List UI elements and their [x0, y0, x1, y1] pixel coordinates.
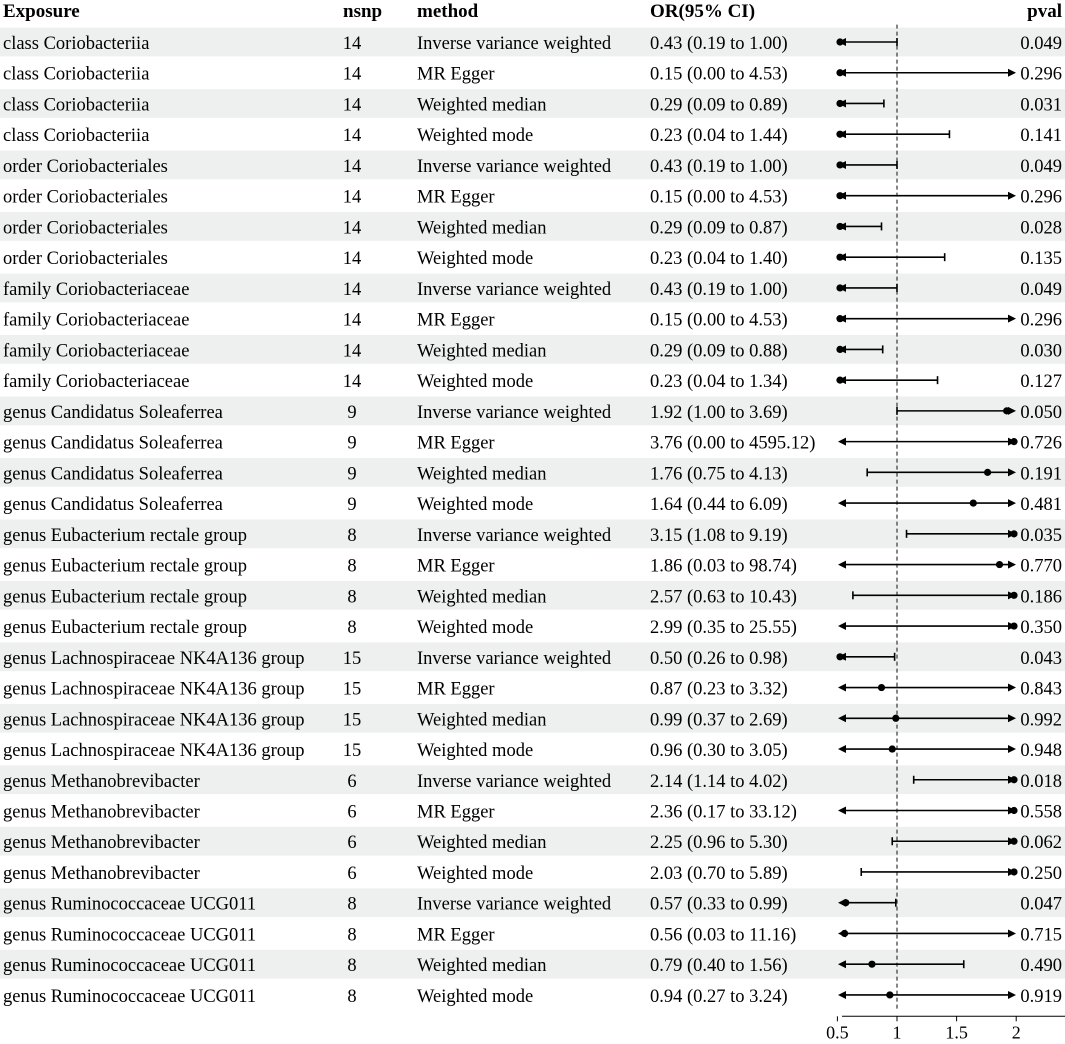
cell-nsnp: 6 — [347, 771, 357, 792]
cell-or-ci: 2.03 (0.70 to 5.89) — [650, 863, 788, 884]
cell-nsnp: 6 — [347, 802, 357, 823]
cell-pval: 0.043 — [1020, 648, 1062, 669]
cell-pval: 0.296 — [1020, 64, 1062, 85]
ci-mark — [836, 130, 949, 138]
ci-mark — [838, 745, 1016, 753]
cell-method: Inverse variance weighted — [417, 894, 612, 915]
ci-mark — [838, 499, 1016, 507]
cell-or-ci: 2.14 (1.14 to 4.02) — [650, 771, 788, 792]
cell-pval: 0.062 — [1020, 833, 1062, 854]
cell-method: Weighted median — [417, 833, 547, 854]
x-tick-label: 0.5 — [826, 1022, 849, 1043]
cell-or-ci: 0.57 (0.33 to 0.99) — [650, 894, 788, 915]
cell-method: Weighted median — [417, 464, 547, 485]
cell-nsnp: 14 — [342, 341, 362, 362]
point-estimate — [836, 254, 843, 261]
header-or-ci: OR(95% CI) — [650, 1, 756, 22]
point-estimate — [984, 469, 991, 476]
cell-or-ci: 1.86 (0.03 to 98.74) — [650, 556, 797, 577]
ci-arrow-right — [1008, 745, 1016, 753]
ci-arrow-left — [838, 745, 846, 753]
point-estimate — [970, 500, 977, 507]
point-estimate — [878, 684, 885, 691]
cell-method: Inverse variance weighted — [417, 402, 612, 423]
cell-or-ci: 0.87 (0.23 to 3.32) — [650, 679, 788, 700]
cell-method: Weighted median — [417, 218, 547, 239]
ci-mark — [838, 807, 1018, 815]
cell-method: MR Egger — [417, 802, 495, 823]
cell-pval: 0.992 — [1020, 710, 1062, 731]
ci-mark — [838, 991, 1016, 999]
point-estimate — [836, 284, 843, 291]
cell-pval: 0.031 — [1020, 95, 1062, 116]
cell-method: Weighted mode — [417, 495, 534, 516]
cell-method: Weighted mode — [417, 372, 534, 393]
cell-method: MR Egger — [417, 64, 495, 85]
point-estimate — [868, 961, 875, 968]
ci-arrow-left — [838, 807, 846, 815]
cell-nsnp: 6 — [347, 863, 357, 884]
cell-nsnp: 15 — [342, 710, 362, 731]
cell-pval: 0.049 — [1020, 279, 1062, 300]
cell-pval: 0.035 — [1020, 525, 1062, 546]
cell-or-ci: 0.96 (0.30 to 3.05) — [650, 741, 788, 762]
ci-arrow-right — [1008, 69, 1016, 77]
cell-exposure: genus Eubacterium rectale group — [3, 556, 247, 577]
cell-method: Weighted median — [417, 587, 547, 608]
cell-nsnp: 8 — [347, 925, 357, 946]
cell-exposure: class Coriobacteriia — [3, 64, 150, 85]
cell-method: Weighted median — [417, 710, 547, 731]
cell-or-ci: 0.99 (0.37 to 2.69) — [650, 710, 788, 731]
x-tick-label: 1.5 — [945, 1022, 968, 1043]
cell-nsnp: 9 — [347, 402, 357, 423]
cell-or-ci: 0.43 (0.19 to 1.00) — [650, 279, 788, 300]
point-estimate — [836, 346, 843, 353]
ci-mark — [836, 376, 937, 384]
cell-exposure: class Coriobacteriia — [3, 34, 150, 54]
cell-method: Inverse variance weighted — [417, 648, 612, 669]
cell-or-ci: 0.43 (0.19 to 1.00) — [650, 156, 788, 177]
cell-or-ci: 3.15 (1.08 to 9.19) — [650, 525, 788, 546]
cell-exposure: genus Lachnospiraceae NK4A136 group — [3, 679, 305, 700]
ci-mark — [836, 69, 1016, 77]
cell-pval: 0.049 — [1020, 34, 1062, 54]
ci-arrow-right — [1008, 991, 1016, 999]
point-estimate — [836, 100, 843, 107]
cell-nsnp: 15 — [342, 648, 362, 669]
ci-arrow-right — [1008, 684, 1016, 692]
cell-nsnp: 8 — [347, 986, 357, 1007]
point-estimate — [836, 315, 843, 322]
cell-method: Weighted mode — [417, 249, 534, 270]
point-estimate — [996, 561, 1003, 568]
point-estimate — [1010, 438, 1017, 445]
header-exposure: Exposure — [3, 1, 80, 22]
cell-exposure: family Coriobacteriaceae — [3, 310, 190, 331]
cell-nsnp: 8 — [347, 618, 357, 639]
cell-nsnp: 14 — [342, 218, 362, 239]
cell-or-ci: 2.36 (0.17 to 33.12) — [650, 802, 797, 823]
cell-method: Inverse variance weighted — [417, 279, 612, 300]
cell-or-ci: 0.15 (0.00 to 4.53) — [650, 64, 788, 85]
cell-exposure: genus Eubacterium rectale group — [3, 618, 247, 639]
cell-exposure: genus Ruminococcaceae UCG011 — [3, 925, 257, 946]
point-estimate — [836, 377, 843, 384]
point-estimate — [836, 38, 843, 45]
point-estimate — [836, 192, 843, 199]
point-estimate — [892, 715, 899, 722]
cell-method: Weighted median — [417, 341, 547, 362]
cell-or-ci: 1.64 (0.44 to 6.09) — [650, 495, 788, 516]
point-estimate — [841, 930, 848, 937]
cell-exposure: genus Methanobrevibacter — [3, 771, 200, 792]
x-axis — [826, 1016, 1065, 1042]
point-estimate — [1003, 407, 1010, 414]
cell-method: MR Egger — [417, 679, 495, 700]
cell-method: MR Egger — [417, 310, 495, 331]
cell-pval: 0.715 — [1020, 925, 1062, 946]
ci-arrow-right — [1008, 192, 1016, 200]
cell-or-ci: 2.57 (0.63 to 10.43) — [650, 587, 797, 608]
cell-exposure: genus Methanobrevibacter — [3, 802, 200, 823]
header-row — [3, 1, 1062, 22]
cell-pval: 0.490 — [1020, 956, 1062, 977]
cell-pval: 0.018 — [1020, 771, 1062, 792]
cell-or-ci: 2.25 (0.96 to 5.30) — [650, 833, 788, 854]
cell-exposure: genus Ruminococcaceae UCG011 — [3, 956, 257, 977]
cell-method: Weighted mode — [417, 126, 534, 147]
cell-pval: 0.250 — [1020, 863, 1062, 884]
cell-pval: 0.481 — [1020, 495, 1062, 516]
cell-or-ci: 0.29 (0.09 to 0.88) — [650, 341, 788, 362]
cell-exposure: genus Candidatus Soleaferrea — [3, 402, 223, 423]
cell-nsnp: 8 — [347, 894, 357, 915]
ci-arrow-right — [1008, 315, 1016, 323]
point-estimate — [889, 745, 896, 752]
cell-exposure: class Coriobacteriia — [3, 95, 150, 116]
cell-or-ci: 3.76 (0.00 to 4595.12) — [650, 433, 816, 454]
cell-nsnp: 14 — [342, 34, 362, 54]
point-estimate — [1010, 776, 1017, 783]
cell-method: MR Egger — [417, 556, 495, 577]
ci-arrow-left — [838, 499, 846, 507]
cell-method: Weighted mode — [417, 986, 534, 1007]
cell-method: Inverse variance weighted — [417, 525, 612, 546]
cell-exposure: genus Methanobrevibacter — [3, 863, 200, 884]
header-pval: pval — [1027, 1, 1062, 22]
point-estimate — [1010, 868, 1017, 875]
cell-pval: 0.186 — [1020, 587, 1062, 608]
cell-exposure: genus Lachnospiraceae NK4A136 group — [3, 710, 305, 731]
cell-or-ci: 0.23 (0.04 to 1.34) — [650, 372, 788, 393]
ci-mark — [836, 315, 1016, 323]
cell-or-ci: 0.79 (0.40 to 1.56) — [650, 956, 788, 977]
point-estimate — [1010, 622, 1017, 629]
cell-exposure: genus Ruminococcaceae UCG011 — [3, 986, 257, 1007]
cell-nsnp: 6 — [347, 833, 357, 854]
cell-or-ci: 1.92 (1.00 to 3.69) — [650, 402, 788, 423]
cell-pval: 0.843 — [1020, 679, 1062, 700]
cell-exposure: family Coriobacteriaceae — [3, 279, 190, 300]
cell-pval: 0.050 — [1020, 402, 1062, 423]
cell-nsnp: 9 — [347, 495, 357, 516]
cell-nsnp: 14 — [342, 64, 362, 85]
cell-exposure: genus Eubacterium rectale group — [3, 525, 247, 546]
cell-pval: 0.127 — [1020, 372, 1062, 393]
cell-method: Weighted mode — [417, 618, 534, 639]
cell-exposure: family Coriobacteriaceae — [3, 372, 190, 393]
cell-pval: 0.296 — [1020, 310, 1062, 331]
cell-method: MR Egger — [417, 925, 495, 946]
cell-nsnp: 8 — [347, 525, 357, 546]
cell-nsnp: 14 — [342, 156, 362, 177]
cell-pval: 0.558 — [1020, 802, 1062, 823]
point-estimate — [842, 899, 849, 906]
cell-or-ci: 0.94 (0.27 to 3.24) — [650, 986, 788, 1007]
cell-method: Inverse variance weighted — [417, 771, 612, 792]
cell-exposure: order Coriobacteriales — [3, 249, 168, 270]
cell-pval: 0.049 — [1020, 156, 1062, 177]
cell-exposure: class Coriobacteriia — [3, 126, 150, 147]
ci-arrow-left — [838, 561, 846, 569]
cell-method: Weighted median — [417, 95, 547, 116]
point-estimate — [836, 131, 843, 138]
ci-arrow-right — [1008, 499, 1016, 507]
cell-method: Weighted median — [417, 956, 547, 977]
cell-exposure: genus Eubacterium rectale group — [3, 587, 247, 608]
cell-nsnp: 9 — [347, 433, 357, 454]
cell-pval: 0.919 — [1020, 986, 1062, 1007]
point-estimate — [836, 69, 843, 76]
cell-or-ci: 0.29 (0.09 to 0.87) — [650, 218, 788, 239]
point-estimate — [836, 161, 843, 168]
cell-or-ci: 1.76 (0.75 to 4.13) — [650, 464, 788, 485]
ci-arrow-left — [838, 438, 846, 446]
cell-exposure: order Coriobacteriales — [3, 187, 168, 208]
cell-exposure: family Coriobacteriaceae — [3, 341, 190, 362]
cell-method: Inverse variance weighted — [417, 34, 612, 54]
cell-exposure: genus Methanobrevibacter — [3, 833, 200, 854]
header-method: method — [417, 1, 479, 22]
cell-pval: 0.948 — [1020, 741, 1062, 762]
point-estimate — [1010, 838, 1017, 845]
cell-exposure: order Coriobacteriales — [3, 156, 168, 177]
cell-nsnp: 14 — [342, 95, 362, 116]
cell-pval: 0.141 — [1020, 126, 1062, 147]
cell-pval: 0.350 — [1020, 618, 1062, 639]
cell-nsnp: 14 — [342, 372, 362, 393]
cell-nsnp: 15 — [342, 741, 362, 762]
ci-mark — [836, 192, 1016, 200]
cell-nsnp: 15 — [342, 679, 362, 700]
cell-exposure: genus Candidatus Soleaferrea — [3, 464, 223, 485]
cell-nsnp: 8 — [347, 956, 357, 977]
cell-nsnp: 14 — [342, 310, 362, 331]
cell-pval: 0.028 — [1020, 218, 1062, 239]
cell-or-ci: 0.56 (0.03 to 11.16) — [650, 925, 797, 946]
ci-mark — [838, 622, 1018, 630]
cell-nsnp: 9 — [347, 464, 357, 485]
cell-pval: 0.726 — [1020, 433, 1062, 454]
point-estimate — [1010, 807, 1017, 814]
header-nsnp: nsnp — [343, 1, 383, 22]
cell-exposure: order Coriobacteriales — [3, 218, 168, 239]
ci-mark — [861, 868, 1017, 876]
cell-pval: 0.047 — [1020, 894, 1062, 915]
cell-exposure: genus Candidatus Soleaferrea — [3, 495, 223, 516]
cell-or-ci: 0.29 (0.09 to 0.89) — [650, 95, 788, 116]
cell-or-ci: 0.23 (0.04 to 1.44) — [650, 126, 788, 147]
cell-nsnp: 14 — [342, 249, 362, 270]
cell-or-ci: 2.99 (0.35 to 25.55) — [650, 618, 797, 639]
cell-nsnp: 14 — [342, 279, 362, 300]
ci-arrow-right — [1008, 561, 1016, 569]
point-estimate — [836, 653, 843, 660]
cell-pval: 0.296 — [1020, 187, 1062, 208]
x-tick-label: 2 — [1011, 1022, 1021, 1043]
cell-exposure: genus Ruminococcaceae UCG011 — [3, 894, 257, 915]
ci-mark — [836, 253, 944, 261]
cell-method: MR Egger — [417, 433, 495, 454]
cell-nsnp: 14 — [342, 187, 362, 208]
ci-mark — [838, 561, 1016, 569]
cell-or-ci: 0.15 (0.00 to 4.53) — [650, 187, 788, 208]
ci-mark — [838, 438, 1018, 446]
cell-pval: 0.191 — [1020, 464, 1062, 485]
point-estimate — [1010, 592, 1017, 599]
point-estimate — [836, 223, 843, 230]
cell-nsnp: 8 — [347, 556, 357, 577]
cell-or-ci: 0.50 (0.26 to 0.98) — [650, 648, 788, 669]
ci-arrow-right — [1008, 929, 1016, 937]
cell-exposure: genus Candidatus Soleaferrea — [3, 433, 223, 454]
ci-arrow-left — [838, 991, 846, 999]
cell-nsnp: 14 — [342, 126, 362, 147]
cell-method: Weighted mode — [417, 863, 534, 884]
cell-or-ci: 0.15 (0.00 to 4.53) — [650, 310, 788, 331]
x-tick-label: 1 — [892, 1022, 902, 1043]
cell-pval: 0.135 — [1020, 249, 1062, 270]
cell-method: MR Egger — [417, 187, 495, 208]
cell-method: Weighted mode — [417, 741, 534, 762]
cell-pval: 0.770 — [1020, 556, 1062, 577]
cell-exposure: genus Lachnospiraceae NK4A136 group — [3, 741, 305, 762]
ci-arrow-left — [838, 622, 846, 630]
point-estimate — [1010, 530, 1017, 537]
cell-or-ci: 0.23 (0.04 to 1.40) — [650, 249, 788, 270]
cell-pval: 0.030 — [1020, 341, 1062, 362]
ci-arrow-left — [838, 684, 846, 692]
ci-mark — [838, 684, 1016, 692]
cell-nsnp: 8 — [347, 587, 357, 608]
cell-exposure: genus Lachnospiraceae NK4A136 group — [3, 648, 305, 669]
cell-method: Inverse variance weighted — [417, 156, 612, 177]
cell-or-ci: 0.43 (0.19 to 1.00) — [650, 34, 788, 54]
point-estimate — [886, 991, 893, 998]
ci-mark — [838, 929, 1016, 937]
